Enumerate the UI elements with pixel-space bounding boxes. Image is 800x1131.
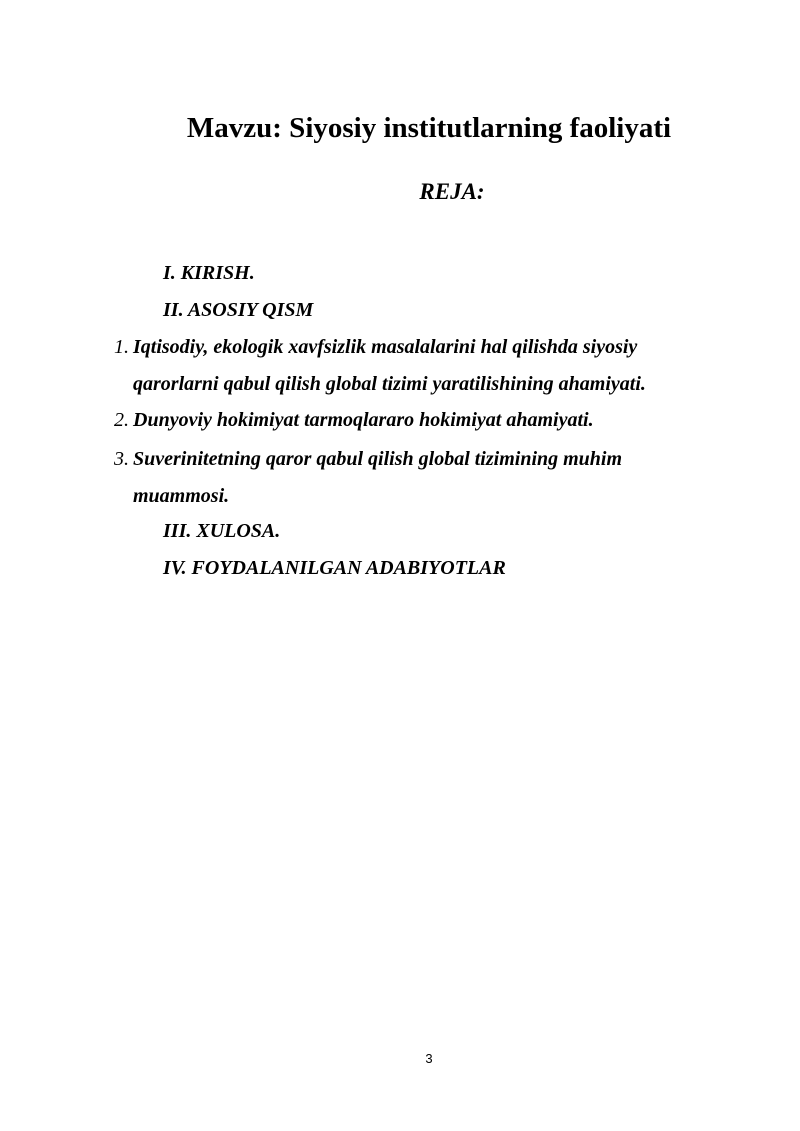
plan-item-text: Iqtisodiy, ekologik xavfsizlik masalalarini hal qilishda siyosiy qarorlarni qabul qilish global tizimi yaratilishining ahamiyati.: [133, 336, 646, 395]
section-introduction: I. KIRISH.: [163, 262, 255, 284]
section-main-part: II. ASOSIY QISM: [163, 299, 314, 321]
plan-item-2: [0, 402, 800, 439]
plan-item-text: Dunyoviy hokimiyat tarmoqlararo hokimiyat ahamiyati.: [133, 409, 594, 431]
plan-item-3: [0, 441, 800, 515]
plan-item-number: 2.: [114, 409, 129, 431]
plan-item-number: 1.: [114, 336, 129, 358]
section-references: IV. FOYDALANILGAN ADABIYOTLAR: [163, 557, 506, 579]
plan-item-text: Suverinitetning qaror qabul qilish global tizimining muhim muammosi.: [133, 448, 623, 507]
section-conclusion: III. XULOSA.: [163, 520, 281, 542]
page-number: 3: [425, 1051, 433, 1066]
document-title: Mavzu: Siyosiy institutlarning faoliyati: [186, 112, 672, 144]
plan-item-1: [0, 329, 800, 403]
plan-item-number: 3.: [114, 448, 129, 470]
plan-heading: REJA:: [419, 179, 485, 204]
